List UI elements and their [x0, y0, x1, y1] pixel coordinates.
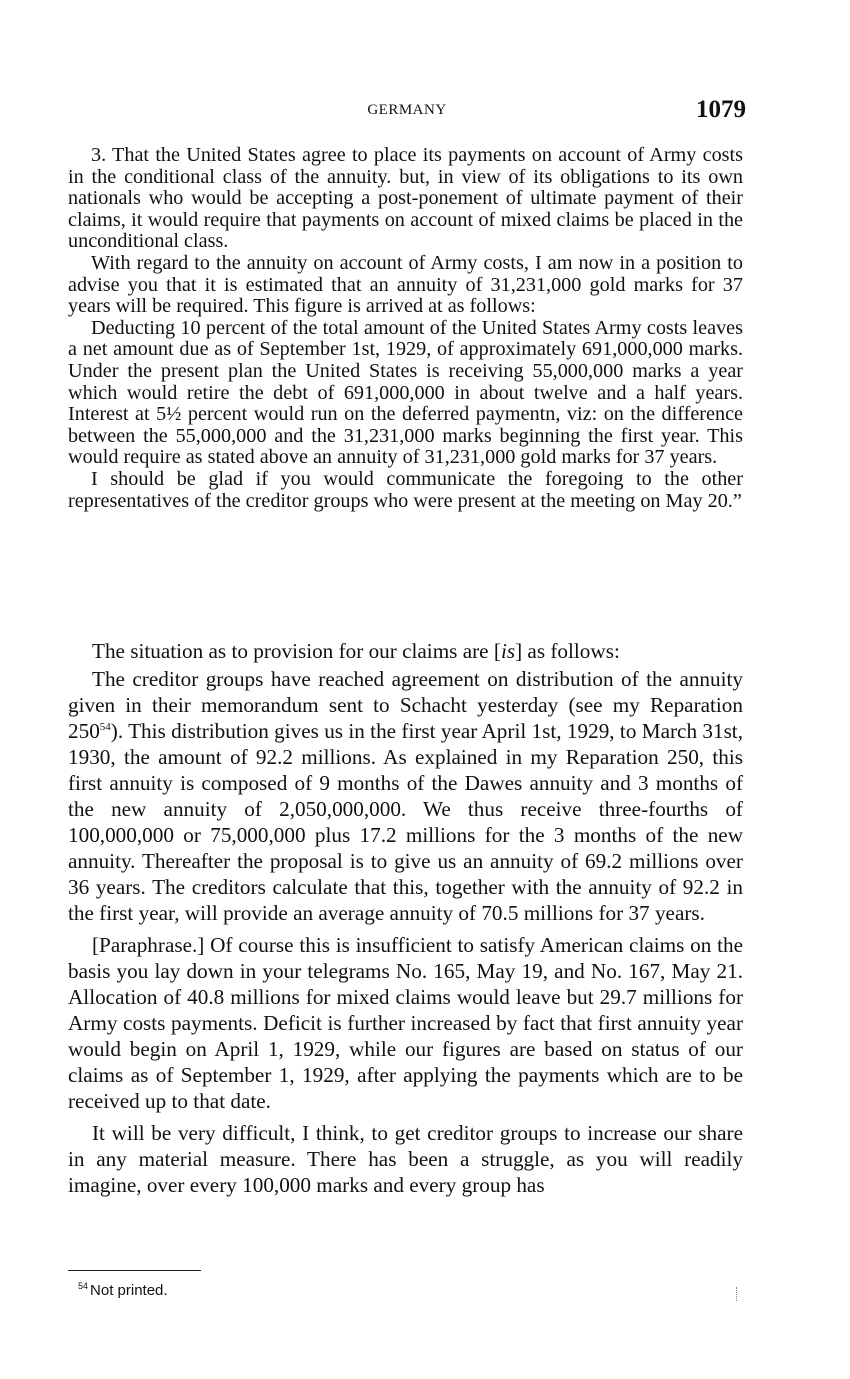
- body-p2-text-start: The creditor groups have reached agreement on distribution of the annuity given in their memorandum sent to Schacht yesterday (see my Reparation 250: [68, 667, 743, 743]
- page-header: [68, 96, 746, 130]
- quoted-paragraph-4: I should be glad if you would communicate the foregoing to the other representatives of the creditor groups who were present at the meeting on May 20.”: [68, 467, 743, 512]
- body-p1-text-end: ] as follows:: [515, 639, 620, 663]
- footnote-marker: 54: [78, 1281, 89, 1291]
- scan-speck: [736, 1287, 739, 1301]
- body-text: [68, 638, 743, 1204]
- body-paragraph-4: It will be very difficult, I think, to get creditor groups to increase our share in any material measure. There has been a struggle, as you will readily imagine, over every 100,000 marks and every group has: [68, 1121, 743, 1197]
- running-head: GERMANY: [367, 102, 447, 118]
- body-p2-text-end: ). This distribution gives us in the first year April 1st, 1929, to March 31st, 1930, the amount of 92.2 millions. As explained in my Reparation 250, this first annuity is composed of 9 months of the Dawes annuity and 3 months of the new annuity of 2,050,000,000. We thus receive three-fourths of 100,000,000 or 75,000,000 plus 17.2 millions for the 3 months of the new annuity. Thereafter the proposal is to give us an annuity of 69.2 millions over 36 years. The creditors calculate that this, together with the annuity of 92.2 in the first year, will provide an average annuity of 70.5 millions for 37 years.: [68, 719, 743, 925]
- footnote: [78, 1281, 168, 1299]
- footnote-rule: [68, 1270, 201, 1271]
- quoted-telegram-block: [68, 145, 743, 512]
- quoted-paragraph-3: Deducting 10 percent of the total amount of the United States Army costs leaves a net amount due as of September 1st, 1929, of approximately 691,000,000 marks. Under the present plan the United States is receiving 55,000,000 marks a year which would retire the debt of 691,000,000 in about twelve and a half years. Interest at 5½ percent would run on the deferred paymentn, viz: on the difference between the 55,000,000 and the 31,231,000 marks beginning the first year. This would require as stated above an annuity of 31,231,000 gold marks for 37 years.: [68, 316, 743, 469]
- editorial-insertion: is: [500, 639, 516, 663]
- body-paragraph-3: [Paraphrase.] Of course this is insufficient to satisfy American claims on the basis you lay down in your telegrams No. 165, May 19, and No. 167, May 21. Allocation of 40.8 millions for mixed claims would leave but 29.7 millions for Army costs payments. Deficit is further increased by fact that first annuity year would begin on April 1, 1929, while our figures are based on status of our claims as of September 1, 1929, after applying the payments which are to be received up to that date.: [68, 933, 743, 1113]
- page-number: 1079: [696, 96, 746, 123]
- body-paragraph-1: [68, 638, 743, 664]
- quoted-paragraph-1: 3. That the United States agree to place its payments on account of Army costs in the conditional class of the annuity. but, in view of its obligations to its own nationals who would be accepting a post-ponement of ultimate payment of their claims, it would require that payments on account of mixed claims be placed in the unconditional class.: [68, 144, 743, 253]
- footnote-reference: 54: [99, 720, 111, 733]
- footnote-text: Not printed.: [90, 1282, 168, 1299]
- quoted-paragraph-2: With regard to the annuity on account of Army costs, I am now in a position to advise you that it is estimated that an annuity of 31,231,000 gold marks for 37 years will be required. This figure is arrived at as follows:: [68, 251, 743, 318]
- body-p1-text-start: The situation as to provision for our claims are [: [92, 639, 501, 663]
- body-paragraph-2: [68, 666, 743, 926]
